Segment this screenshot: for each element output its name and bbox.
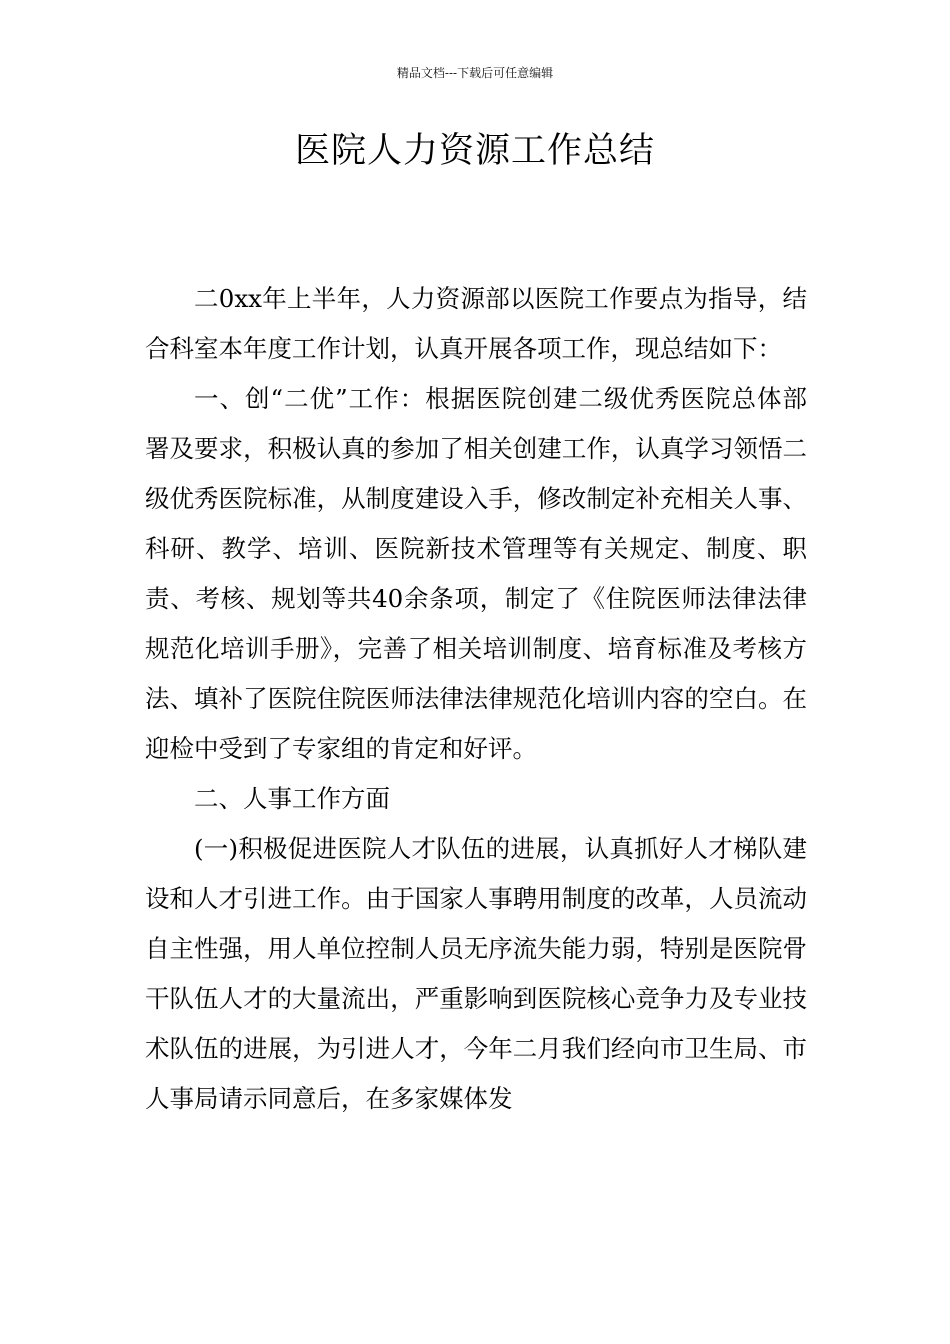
paragraph-section-one: 一、创“二优”工作：根据医院创建二级优秀医院总体部署及要求，积极认真的参加了相关创建工作，认真学习领悟二级优秀医院标准，从制度建设入手，修改制定补充相关人事、科研、教学、培训、医院新技术管理等有关规定、制度、职责、考核、规划等共40余条项，制定了《住院医师法律法律规范化培训手册》，完善了相关培训制度、培育标准及考核方法、填补了医院住院医师法律法律规范化培训内容的空白。在迎检中受到了专家组的肯定和好评。 — [145, 384, 807, 763]
document-body — [145, 274, 807, 1124]
header-note: 精品文档---下载后可任意编辑 — [396, 66, 554, 80]
paragraph-section-two-item-one: (一)积极促进医院人才队伍的进展，认真抓好人才梯队建设和人才引进工作。由于国家人事聘用制度的改革，人员流动自主性强，用人单位控制人员无序流失能力弱，特别是医院骨干队伍人才的大量流出，严重影响到医院核心竞争力及专业技术队伍的进展，为引进人才，今年二月我们经向市卫生局、市人事局请示同意后，在多家媒体发 — [145, 834, 807, 1113]
paragraph-section-two-heading: 二、人事工作方面 — [194, 784, 390, 813]
document-title: 医院人力资源工作总结 — [294, 131, 655, 171]
paragraph-intro: 二0xx年上半年，人力资源部以医院工作要点为指导，结合科室本年度工作计划，认真开展各项工作，现总结如下： — [145, 284, 807, 363]
